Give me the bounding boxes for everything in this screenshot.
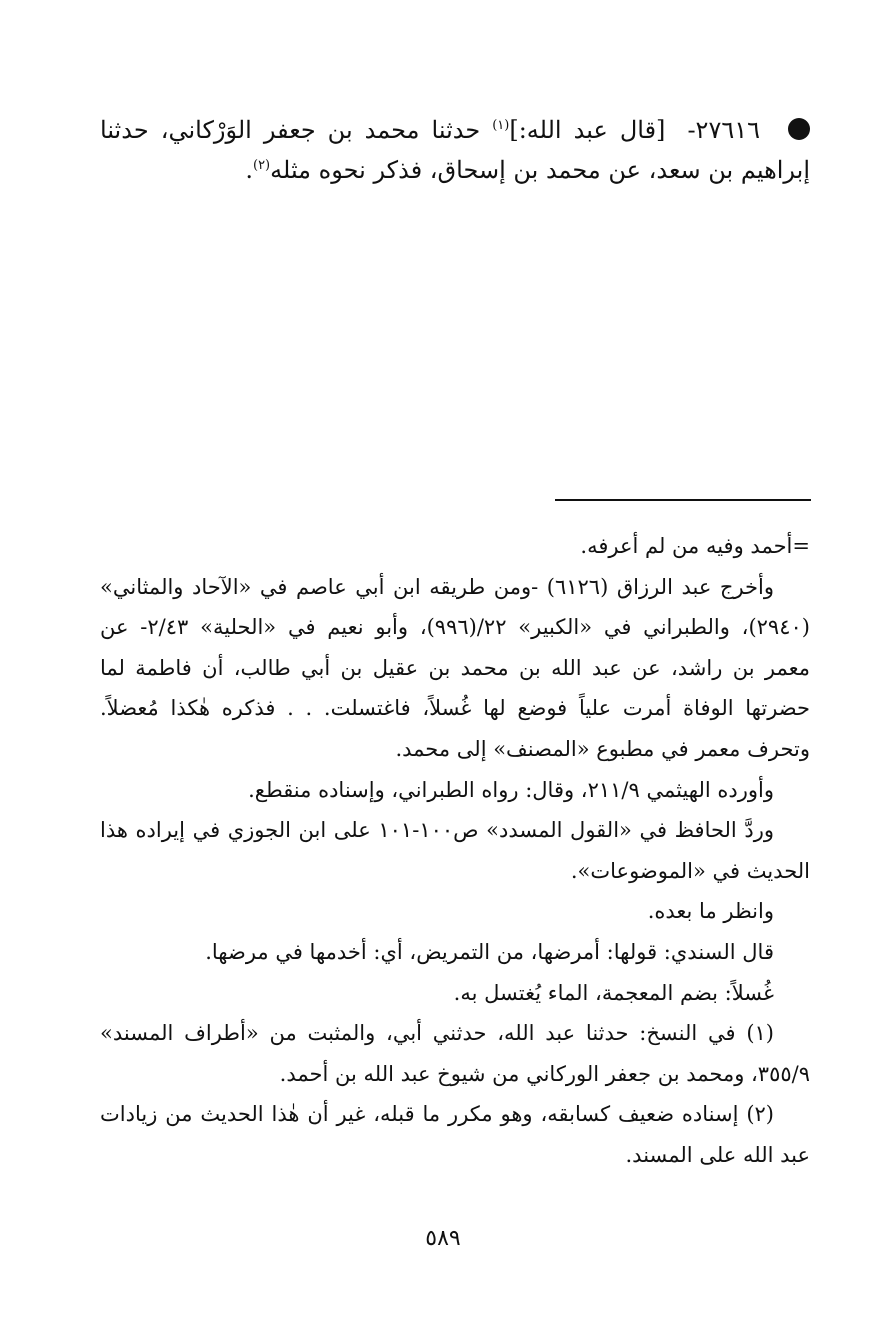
page-number: ٥٨٩ (425, 1226, 461, 1251)
footnote-marker-1: (١) (492, 118, 510, 133)
bullet-icon (788, 118, 810, 140)
footnote-paragraph: وأخرج عبد الرزاق (٦١٢٦) -ومن طريقه ابن أبي عاصم في «الآحاد والمثاني» (٢٩٤٠)، والطبراني في «الكبير» ٢٢/(٩٩٦)، وأبو نعيم في «الحلية» ٢/٤٣- عن معمر بن راشد، عن عبد الله بن محمد بن عقيل بن أبي طالب، أن فاطمة لما حضرتها الوفاة أمرت علياً فوضع لها غُسلاً، فاغتسلت. . . فذكره هٰكذا مُعضلاً. وتحرف معمر في مطبوع «المصنف» إلى محمد. (100, 574, 810, 761)
hadith-number: ٢٧٦١٦- (687, 116, 760, 144)
hadith-narrator-prefix: [قال عبد الله:] (509, 116, 666, 144)
footnote-paragraph: قال السندي: قولها: أمرضها، من التمريض، أي: أخدمها في مرضها. (205, 939, 774, 964)
hadith-entry (100, 110, 810, 190)
footnote-continuation: =أحمد وفيه من لم أعرفه. (580, 534, 810, 558)
hadith-end: . (245, 156, 253, 184)
footnotes (100, 526, 810, 1176)
footnote-paragraph: وانظر ما بعده. (647, 899, 774, 924)
footnote-paragraph: غُسلاً: بضم المعجمة، الماء يُغتسل به. (453, 980, 774, 1005)
footnote-marker-2: (٢) (252, 158, 271, 173)
hadith-text: حدثنا محمد بن جعفر الوَرْكاني، حدثنا إبراهيم بن سعد، عن محمد بن إسحاق، فذكر نحوه مثله (100, 116, 810, 184)
footnote-separator (555, 499, 811, 501)
footnote-1: (١) في النسخ: حدثنا عبد الله، حدثني أبي، والمثبت من «أطراف المسند» ٣٥٥/٩، ومحمد بن جعفر الوركاني من شيوخ عبد الله بن أحمد. (100, 1021, 810, 1086)
footnote-paragraph: وأورده الهيثمي ٢١١/٩، وقال: رواه الطبراني، وإسناده منقطع. (248, 777, 774, 802)
footnote-paragraph: وردَّ الحافظ في «القول المسدد» ص١٠٠-١٠١ على ابن الجوزي في إيراده هذا الحديث في «الموضوعات». (100, 818, 810, 883)
footnote-2: (٢) إسناده ضعيف كسابقه، وهو مكرر ما قبله، غير أن هٰذا الحديث من زيادات عبد الله على المسند. (100, 1102, 810, 1167)
